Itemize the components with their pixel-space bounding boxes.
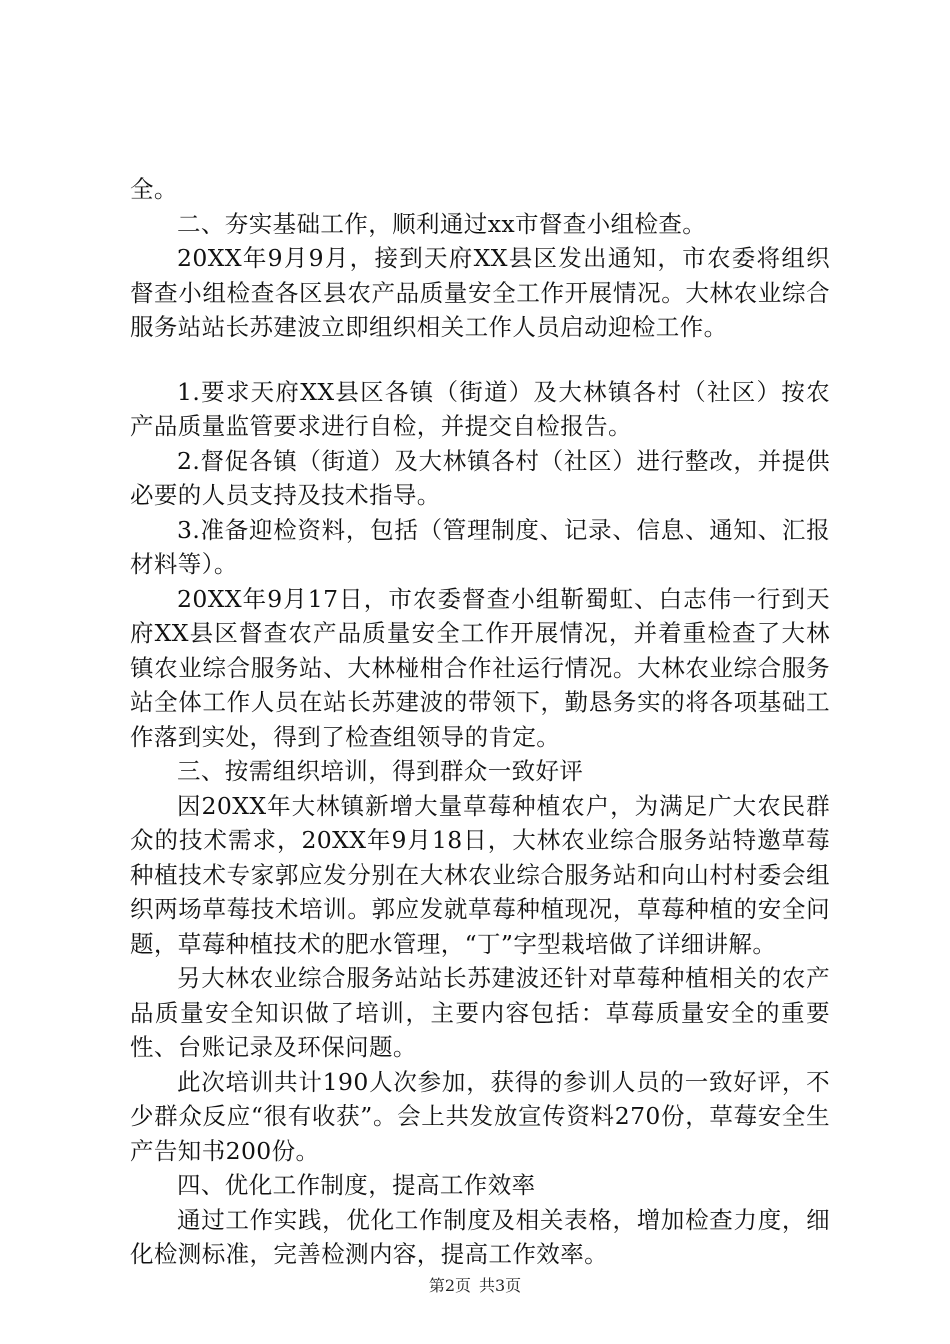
paragraph: 此次培训共计190人次参加，获得的参训人员的一致好评，不少群众反应“很有收获”。会上共发放宣传资料270份，草莓安全生产告知书200份。 xyxy=(130,1067,830,1165)
section-heading-3: 三、按需组织培训，得到群众一致好评 xyxy=(177,757,584,785)
list-item-3: 3.准备迎检资料，包括（管理制度、记录、信息、通知、汇报材料等）。 xyxy=(130,515,830,578)
paragraph: 另大林农业综合服务站站长苏建波还针对草莓种植相关的农产品质量安全知识做了培训，主要内容包括：草莓质量安全的重要性、台账记录及环保问题。 xyxy=(130,964,830,1061)
list-item-2: 2.督促各镇（街道）及大林镇各村（社区）进行整改，并提供必要的人员支持及技术指导。 xyxy=(130,446,830,509)
section-heading-2: 二、夯实基础工作，顺利通过xx市督查小组检查。 xyxy=(177,209,707,238)
paragraph-continuation: 全。 xyxy=(130,175,178,203)
paragraph: 20XX年9月17日，市农委督查小组靳蜀虹、白志伟一行到天府XX县区督查农产品质量安全工作开展情况，并着重检查了大林镇农业综合服务站、大林椪柑合作社运行情况。大林农业综合服务站全体工作人员在站长苏建波的带领下，勤恳务实的将各项基础工作落到实处，得到了检查组领导的肯定。 xyxy=(130,584,830,751)
section-heading-4: 四、优化工作制度，提高工作效率 xyxy=(177,1171,536,1199)
paragraph: 通过工作实践，优化工作制度及相关表格，增加检查力度，细化检测标准，完善检测内容，提高工作效率。 xyxy=(130,1205,830,1268)
page-total: 共3页 xyxy=(479,1276,522,1295)
page-footer xyxy=(0,1276,950,1296)
page-number: 第2页 xyxy=(428,1276,471,1295)
list-item-1: 1.要求天府XX县区各镇（街道）及大林镇各村（社区）按农产品质量监管要求进行自检，并提交自检报告。 xyxy=(130,377,830,440)
document-body xyxy=(130,172,830,1272)
paragraph: 因20XX年大林镇新增大量草莓种植农户，为满足广大农民群众的技术需求，20XX年9月18日，大林农业综合服务站特邀草莓种植技术专家郭应发分别在大林农业综合服务站和向山村村委会组织两场草莓技术培训。郭应发就草莓种植现况，草莓种植的安全问题，草莓种植技术的肥水管理，“丁”字型栽培做了详细讲解。 xyxy=(130,791,830,958)
paragraph: 20XX年9月9月，接到天府XX县区发出通知，市农委将组织督查小组检查各区县农产品质量安全工作开展情况。大林农业综合服务站站长苏建波立即组织相关工作人员启动迎检工作。 xyxy=(130,244,830,341)
